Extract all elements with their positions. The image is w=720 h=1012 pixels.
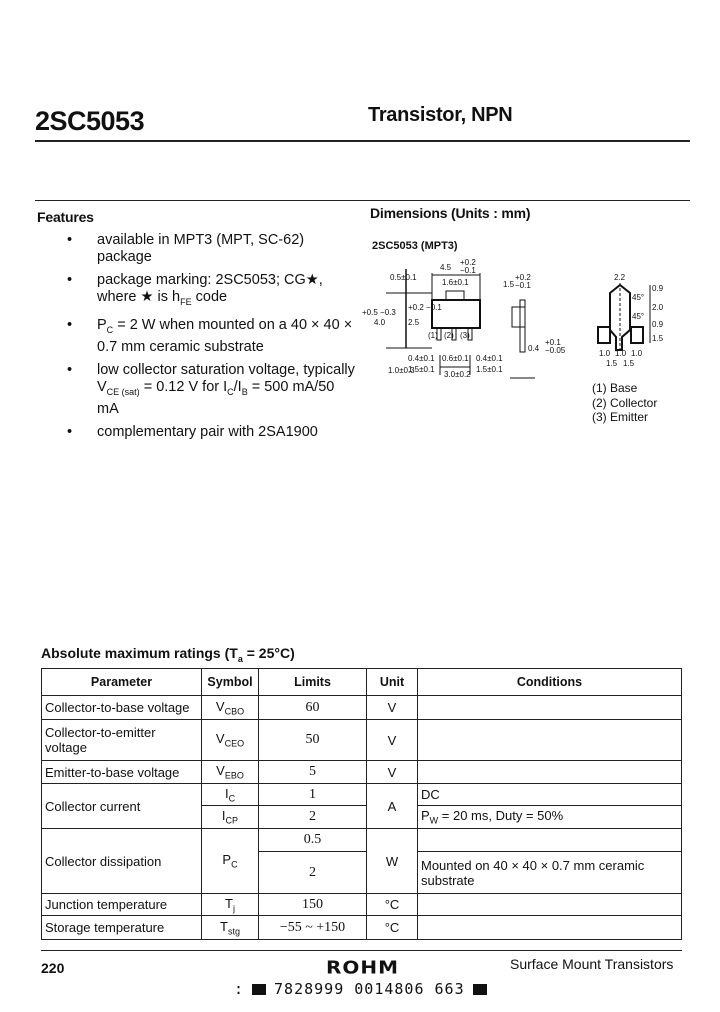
feature-text: = 0.12 V for I	[139, 378, 228, 395]
title-text: = 25°C)	[242, 645, 295, 661]
conditions-cell	[418, 761, 682, 784]
col-header: Limits	[259, 669, 367, 696]
features-heading: Features	[37, 209, 94, 225]
dim-label: 1.5	[503, 280, 515, 289]
header-rule	[35, 140, 690, 142]
symbol-cell: $I_C$	[202, 784, 259, 806]
parameter-cell: Collector-to-base voltage	[42, 696, 202, 720]
bullet: •	[67, 272, 73, 288]
conditions-cell: $P_W = 20$ ms, Duty = 50%	[418, 806, 682, 829]
mark-block	[473, 984, 487, 995]
dim-label: 0.4	[528, 344, 540, 353]
parameter-cell: Storage temperature	[42, 916, 202, 940]
dim-label: 1.0	[631, 349, 643, 358]
table-row	[42, 784, 682, 806]
pin-label: (2)	[444, 331, 454, 340]
symbol-cell: $V_{CEO}$	[202, 720, 259, 761]
dim-label: 2.0	[652, 303, 664, 312]
unit-cell: V	[367, 720, 418, 761]
col-header: Unit	[367, 669, 418, 696]
pin-emitter: (3) Emitter	[592, 410, 649, 424]
unit-cell: W	[367, 829, 418, 894]
dim-label: 2.5	[408, 318, 420, 327]
parameter-cell: Collector dissipation	[42, 829, 202, 894]
dim-label: 2.2	[614, 273, 626, 282]
prefix: :	[234, 980, 245, 998]
feature-text: low collector saturation voltage, typically V	[97, 361, 355, 395]
dim-label: 45°	[632, 312, 645, 321]
features-list	[65, 232, 355, 447]
symbol-cell: $T_j$	[202, 894, 259, 916]
limit-cell: −55 ~ +150	[259, 916, 367, 940]
pin-legend	[592, 381, 657, 425]
dim-label: 0.9	[652, 320, 664, 329]
limit-cell: 1	[259, 784, 367, 806]
dim-label: −0.05	[545, 346, 566, 355]
ratings-title	[41, 645, 295, 664]
dim-label: −0.1	[515, 281, 531, 290]
parameter-cell: Collector-to-emitter voltage	[42, 720, 202, 761]
col-header: Parameter	[42, 669, 202, 696]
symbol-cell: $T_{stg}$	[202, 916, 259, 940]
bullet: •	[67, 361, 73, 378]
limit-cell: 150	[259, 894, 367, 916]
dim-label: 0.6±0.1	[442, 354, 469, 363]
dim-label: 1.0	[599, 349, 611, 358]
package-tab-outline	[446, 291, 464, 300]
subscript: C	[106, 324, 114, 335]
subscript: FE	[180, 296, 192, 307]
conditions-cell	[418, 894, 682, 916]
dim-label: 0.9	[652, 284, 664, 293]
rohm-logo: ROHM	[326, 956, 400, 978]
col-header: Conditions	[418, 669, 682, 696]
ratings-table	[41, 668, 682, 940]
pin-label: (1)	[428, 331, 438, 340]
dim-label: 1.0	[615, 349, 627, 358]
pin-label: (3)	[460, 331, 470, 340]
limit-cell: 5	[259, 761, 367, 784]
scan-code	[234, 980, 495, 998]
subscript: CE (sat)	[106, 386, 140, 397]
dim-label: 1.6±0.1	[442, 278, 469, 287]
conditions-cell	[418, 829, 682, 852]
dim-label: 1.0±0.3	[388, 366, 415, 375]
table-header-row	[42, 669, 682, 696]
dim-label: +0.2 −0.1	[408, 303, 442, 312]
dim-label: 1.5	[623, 359, 635, 368]
feature-text: P	[97, 316, 107, 333]
table-row	[42, 829, 682, 852]
subscript: C	[227, 386, 234, 397]
dim-label: 45°	[632, 293, 645, 302]
symbol-cell: $V_{CBO}$	[202, 696, 259, 720]
feature-item	[65, 424, 355, 441]
limit-cell: 60	[259, 696, 367, 720]
unit-cell: °C	[367, 894, 418, 916]
table-row	[42, 720, 682, 761]
conditions-cell	[418, 720, 682, 761]
parameter-cell: Emitter-to-base voltage	[42, 761, 202, 784]
feature-item	[65, 232, 355, 266]
feature-item	[65, 362, 355, 418]
dim-label: −0.1	[460, 266, 476, 275]
feature-text: complementary pair with 2SA1900	[97, 423, 318, 440]
dim-label: 1.5±0.1	[476, 365, 503, 374]
device-type: Transistor, NPN	[368, 104, 513, 126]
part-number: 2SC5053	[35, 106, 145, 136]
feature-text: = 500 mA/50 mA	[97, 378, 335, 417]
symbol-cell: $P_C$	[202, 829, 259, 894]
dim-label: 0.4±0.1	[476, 354, 503, 363]
mark-block	[252, 984, 266, 995]
dim-label: 4.0	[374, 318, 386, 327]
feature-text: code	[191, 289, 228, 305]
feature-text: available in MPT3 (MPT, SC-62) package	[97, 232, 305, 265]
dim-label: +0.1	[545, 338, 561, 347]
col-header: Symbol	[202, 669, 259, 696]
limit-cell: 50	[259, 720, 367, 761]
limit-cell: 2	[259, 852, 367, 894]
conditions-cell	[418, 916, 682, 940]
conditions-cell: DC	[418, 784, 682, 806]
table-row	[42, 894, 682, 916]
dim-label: +0.2	[515, 273, 531, 282]
feature-item	[65, 272, 355, 311]
title-text: Absolute maximum ratings (T	[41, 645, 238, 661]
conditions-cell: Mounted on 40 × 40 × 0.7 mm ceramic substrate	[418, 852, 682, 894]
package-label: 2SC5053 (MPT3)	[372, 240, 458, 252]
subscript: a	[237, 653, 243, 664]
dim-label: 1.5±0.1	[408, 365, 435, 374]
unit-cell: °C	[367, 916, 418, 940]
section-name: Surface Mount Transistors	[510, 956, 674, 972]
side-view-outline	[512, 307, 525, 327]
symbol-cell: $V_{EBO}$	[202, 761, 259, 784]
symbol-cell: $I_{CP}$	[202, 806, 259, 829]
conditions-cell	[418, 696, 682, 720]
pin-collector: (2) Collector	[592, 395, 658, 410]
parameter-cell: Junction temperature	[42, 894, 202, 916]
dim-label: +0.5 −0.3	[362, 308, 396, 317]
bullet: •	[67, 316, 73, 333]
bullet: •	[67, 232, 73, 248]
table-row	[42, 761, 682, 784]
package-dimension-drawing	[360, 255, 680, 380]
pin-base: (1) Base	[592, 381, 638, 395]
table-row	[42, 916, 682, 940]
dim-label: 1.5	[606, 359, 618, 368]
unit-cell: A	[367, 784, 418, 829]
bullet: •	[67, 423, 73, 440]
dim-label: 0.5±0.1	[390, 273, 417, 282]
unit-cell: V	[367, 696, 418, 720]
dim-label: 1.5	[652, 334, 664, 343]
page-number: 220	[41, 960, 65, 976]
section-rule	[35, 200, 690, 201]
table-row	[42, 696, 682, 720]
dim-label: 0.4±0.1	[408, 354, 435, 363]
limit-cell: 0.5	[259, 829, 367, 852]
feature-text: = 2 W when mounted on a 40 × 40 × 0.7 mm ceramic substrate	[97, 316, 353, 355]
parameter-cell: Collector current	[42, 784, 202, 829]
dim-label: +0.2	[460, 258, 476, 267]
feature-text: /I	[233, 378, 242, 395]
feature-item	[65, 317, 355, 356]
feature-text: package marking: 2SC5053; CG★, where ★ is h	[97, 272, 323, 305]
limit-cell: 2	[259, 806, 367, 829]
dim-label: 4.5	[440, 263, 452, 272]
dimension-labels	[362, 258, 664, 379]
unit-cell: V	[367, 761, 418, 784]
code-text: 7828999 0014806 663	[274, 980, 465, 998]
subscript: B	[241, 386, 248, 397]
dim-label: 3.0±0.2	[444, 370, 471, 379]
footer-rule	[41, 950, 682, 951]
dimensions-heading: Dimensions (Units : mm)	[370, 205, 531, 221]
